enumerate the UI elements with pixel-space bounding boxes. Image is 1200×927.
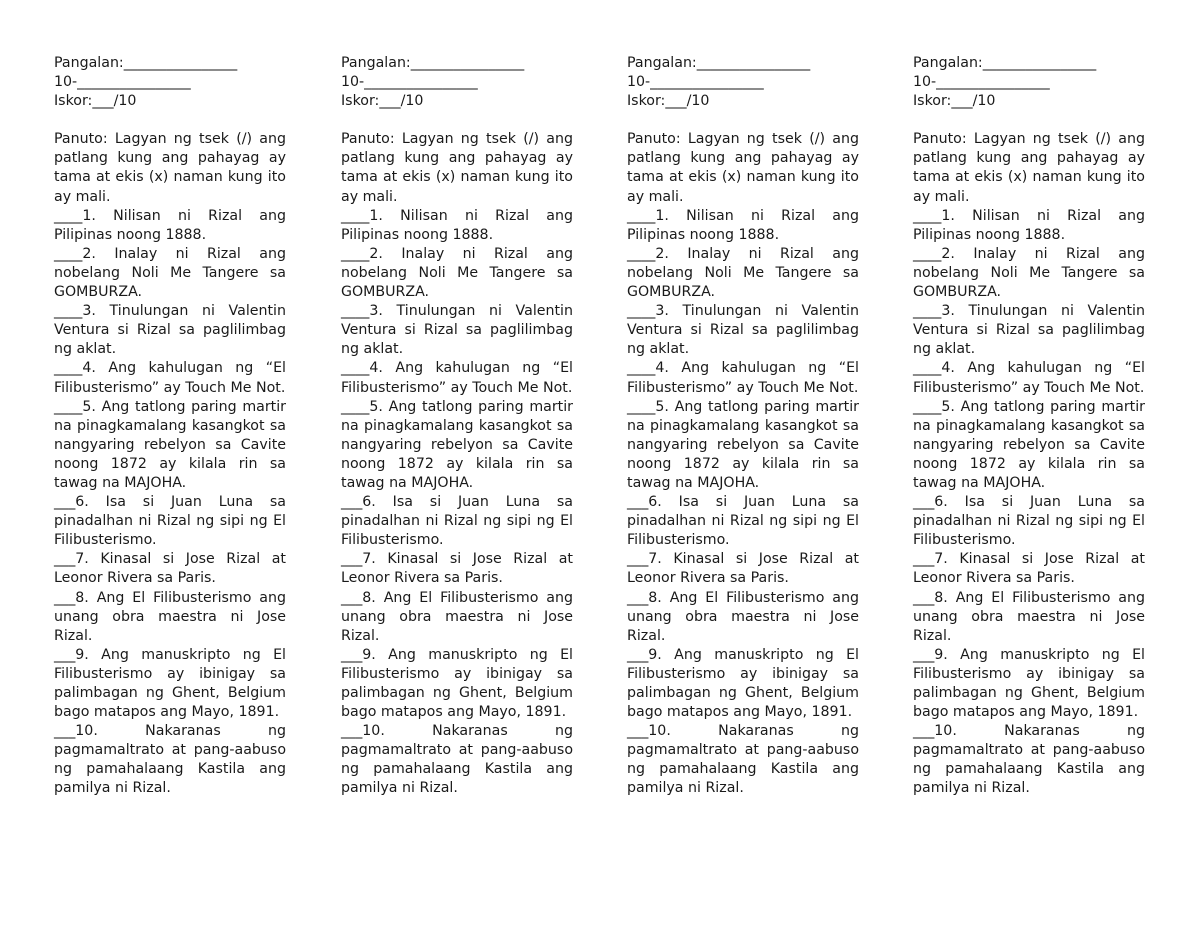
quiz-item-2: ____2. Inalay ni Rizal ang nobelang Noli Me Tangere sa GOMBURZA. bbox=[341, 245, 573, 301]
quiz-item-10: ___10. Nakaranas ng pagmamaltrato at pang-aabuso ng pamahalaang Kastila ang pamilya ni Rizal. bbox=[54, 723, 286, 797]
quiz-item-1: ____1. Nilisan ni Rizal ang Pilipinas noong 1888. bbox=[341, 207, 573, 243]
name-line: Pangalan:________________ bbox=[627, 55, 811, 71]
quiz-item-7: ___7. Kinasal si Jose Rizal at Leonor Rivera sa Paris. bbox=[54, 551, 286, 587]
quiz-item-2: ____2. Inalay ni Rizal ang nobelang Noli Me Tangere sa GOMBURZA. bbox=[627, 245, 859, 301]
section-line: 10-________________ bbox=[913, 74, 1050, 91]
spacer bbox=[627, 111, 859, 130]
spacer bbox=[341, 111, 573, 130]
quiz-item-5: ____5. Ang tatlong paring martir na pinagkamalang kasangkot sa nangyaring rebelyon sa Cavite noong 1872 ay kilala rin sa tawag na MAJOHA. bbox=[54, 398, 286, 491]
quiz-item-7: ___7. Kinasal si Jose Rizal at Leonor Rivera sa Paris. bbox=[627, 551, 859, 587]
quiz-item-3: ____3. Tinulungan ni Valentin Ventura si Rizal sa paglilimbag ng aklat. bbox=[341, 303, 573, 358]
quiz-item-4: ____4. Ang kahulugan ng “El Filibusterismo” ay Touch Me Not. bbox=[627, 360, 859, 396]
quiz-item-5: ____5. Ang tatlong paring martir na pinagkamalang kasangkot sa nangyaring rebelyon sa Cavite noong 1872 ay kilala rin sa tawag na MAJOHA. bbox=[913, 398, 1145, 491]
spacer bbox=[54, 111, 286, 130]
quiz-item-5: ____5. Ang tatlong paring martir na pinagkamalang kasangkot sa nangyaring rebelyon sa Cavite noong 1872 ay kilala rin sa tawag na MAJOHA. bbox=[341, 398, 573, 491]
quiz-item-8: ___8. Ang El Filibusterismo ang unang obra maestra ni Jose Rizal. bbox=[913, 589, 1145, 644]
quiz-item-3: ____3. Tinulungan ni Valentin Ventura si Rizal sa paglilimbag ng aklat. bbox=[54, 303, 286, 358]
quiz-item-7: ___7. Kinasal si Jose Rizal at Leonor Rivera sa Paris. bbox=[913, 551, 1145, 587]
instructions: Panuto: Lagyan ng tsek (/) ang patlang kung ang pahayag ay tama at ekis (x) naman kung ito ay mali. bbox=[54, 131, 286, 205]
section-line: 10-________________ bbox=[341, 74, 478, 91]
score-line: Iskor:___/10 bbox=[627, 93, 710, 110]
quiz-item-4: ____4. Ang kahulugan ng “El Filibusterismo” ay Touch Me Not. bbox=[341, 360, 573, 396]
section-line: 10-________________ bbox=[54, 74, 191, 91]
quiz-item-5: ____5. Ang tatlong paring martir na pinagkamalang kasangkot sa nangyaring rebelyon sa Cavite noong 1872 ay kilala rin sa tawag na MAJOHA. bbox=[627, 398, 859, 491]
quiz-item-9: ___9. Ang manuskripto ng El Filibusterismo ay ibinigay sa palimbagan ng Ghent, Belgium bago matapos ang Mayo, 1891. bbox=[341, 646, 573, 721]
quiz-copy-4 bbox=[913, 54, 1145, 799]
name-line: Pangalan:________________ bbox=[341, 55, 525, 71]
instructions: Panuto: Lagyan ng tsek (/) ang patlang kung ang pahayag ay tama at ekis (x) naman kung ito ay mali. bbox=[627, 131, 859, 205]
quiz-item-4: ____4. Ang kahulugan ng “El Filibusterismo” ay Touch Me Not. bbox=[913, 360, 1145, 396]
quiz-item-8: ___8. Ang El Filibusterismo ang unang obra maestra ni Jose Rizal. bbox=[54, 589, 286, 644]
quiz-copy-3 bbox=[627, 54, 859, 799]
quiz-item-8: ___8. Ang El Filibusterismo ang unang obra maestra ni Jose Rizal. bbox=[341, 589, 573, 644]
quiz-item-6: ___6. Isa si Juan Luna sa pinadalhan ni Rizal ng sipi ng El Filibusterismo. bbox=[341, 494, 573, 549]
quiz-item-6: ___6. Isa si Juan Luna sa pinadalhan ni Rizal ng sipi ng El Filibusterismo. bbox=[913, 494, 1145, 549]
quiz-item-1: ____1. Nilisan ni Rizal ang Pilipinas noong 1888. bbox=[627, 207, 859, 243]
quiz-item-2: ____2. Inalay ni Rizal ang nobelang Noli Me Tangere sa GOMBURZA. bbox=[54, 245, 286, 301]
quiz-item-7: ___7. Kinasal si Jose Rizal at Leonor Rivera sa Paris. bbox=[341, 551, 573, 587]
instructions: Panuto: Lagyan ng tsek (/) ang patlang kung ang pahayag ay tama at ekis (x) naman kung ito ay mali. bbox=[913, 131, 1145, 205]
score-line: Iskor:___/10 bbox=[341, 93, 424, 110]
quiz-item-2: ____2. Inalay ni Rizal ang nobelang Noli Me Tangere sa GOMBURZA. bbox=[913, 245, 1145, 301]
quiz-item-10: ___10. Nakaranas ng pagmamaltrato at pang-aabuso ng pamahalaang Kastila ang pamilya ni Rizal. bbox=[627, 723, 859, 797]
quiz-item-6: ___6. Isa si Juan Luna sa pinadalhan ni Rizal ng sipi ng El Filibusterismo. bbox=[54, 494, 286, 549]
quiz-item-8: ___8. Ang El Filibusterismo ang unang obra maestra ni Jose Rizal. bbox=[627, 589, 859, 644]
quiz-item-6: ___6. Isa si Juan Luna sa pinadalhan ni Rizal ng sipi ng El Filibusterismo. bbox=[627, 494, 859, 549]
score-line: Iskor:___/10 bbox=[913, 93, 996, 110]
quiz-item-1: ____1. Nilisan ni Rizal ang Pilipinas noong 1888. bbox=[913, 207, 1145, 243]
name-line: Pangalan:________________ bbox=[913, 55, 1097, 71]
quiz-item-10: ___10. Nakaranas ng pagmamaltrato at pang-aabuso ng pamahalaang Kastila ang pamilya ni Rizal. bbox=[913, 723, 1145, 797]
quiz-item-4: ____4. Ang kahulugan ng “El Filibusterismo” ay Touch Me Not. bbox=[54, 360, 286, 396]
quiz-item-10: ___10. Nakaranas ng pagmamaltrato at pang-aabuso ng pamahalaang Kastila ang pamilya ni Rizal. bbox=[341, 723, 573, 797]
quiz-item-9: ___9. Ang manuskripto ng El Filibusterismo ay ibinigay sa palimbagan ng Ghent, Belgium bago matapos ang Mayo, 1891. bbox=[913, 646, 1145, 721]
quiz-item-1: ____1. Nilisan ni Rizal ang Pilipinas noong 1888. bbox=[54, 207, 286, 243]
score-line: Iskor:___/10 bbox=[54, 93, 137, 110]
instructions: Panuto: Lagyan ng tsek (/) ang patlang kung ang pahayag ay tama at ekis (x) naman kung ito ay mali. bbox=[341, 131, 573, 205]
quiz-copy-2 bbox=[341, 54, 573, 799]
quiz-item-9: ___9. Ang manuskripto ng El Filibusterismo ay ibinigay sa palimbagan ng Ghent, Belgium bago matapos ang Mayo, 1891. bbox=[627, 646, 859, 721]
quiz-copy-1 bbox=[54, 54, 286, 799]
quiz-item-9: ___9. Ang manuskripto ng El Filibusterismo ay ibinigay sa palimbagan ng Ghent, Belgium bago matapos ang Mayo, 1891. bbox=[54, 646, 286, 721]
quiz-item-3: ____3. Tinulungan ni Valentin Ventura si Rizal sa paglilimbag ng aklat. bbox=[913, 303, 1145, 358]
spacer bbox=[913, 111, 1145, 130]
name-line: Pangalan:________________ bbox=[54, 55, 238, 71]
section-line: 10-________________ bbox=[627, 74, 764, 91]
quiz-item-3: ____3. Tinulungan ni Valentin Ventura si Rizal sa paglilimbag ng aklat. bbox=[627, 303, 859, 358]
